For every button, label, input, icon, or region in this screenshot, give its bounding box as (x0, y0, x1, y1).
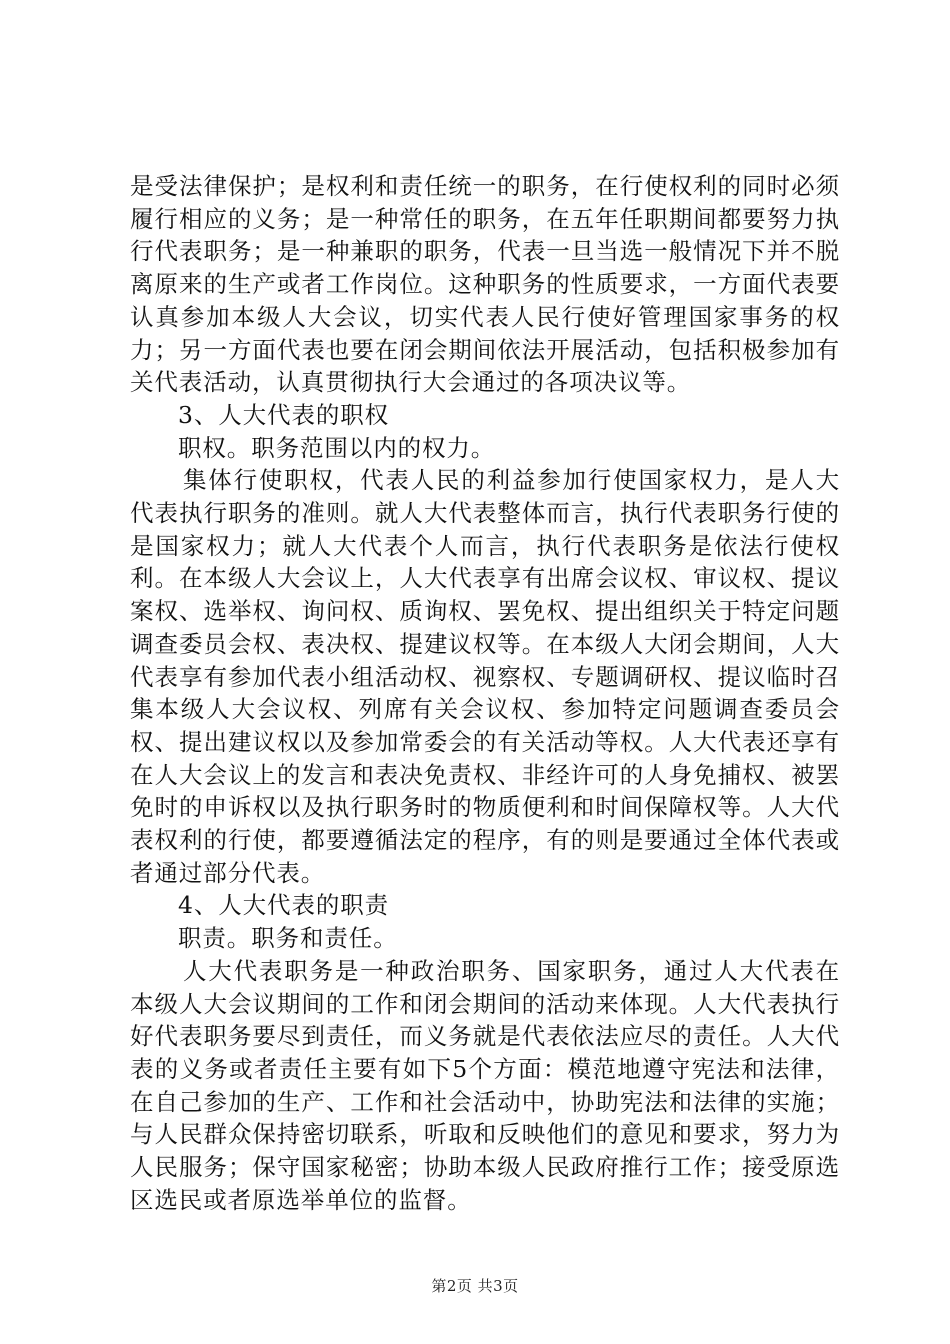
definition-paragraph-4: 职责。职务和责任。 (178, 924, 398, 953)
section-heading-4: 4、人大代表的职责 (178, 891, 390, 920)
definition-paragraph-3: 职权。职务范围以内的权力。 (178, 433, 496, 462)
page-number-label: 第2页 共3页 (431, 1277, 519, 1295)
body-paragraph-3: 集体行使职权，代表人民的利益参加行使国家权力，是人大代表执行职务的准则。就人大代表整体而言，执行代表职务行使的是国家权力；就人大代表个人而言，执行代表职务是依法行使权利。在本级人大会议上，人大代表享有出席会议权、审议权、提议案权、选举权、询问权、质询权、罢免权、提出组织关于特定问题调查委员会权、表决权、提建议权等。在本级人大闭会期间，人大代表享有参加代表小组活动权、视察权、专题调研权、提议临时召集本级人大会议权、列席有关会议权、参加特定问题调查委员会权、提出建议权以及参加常委会的有关活动等权。人大代表还享有在人大会议上的发言和表决免责权、非经许可的人身免捕权、被罢免时的申诉权以及执行职务时的物质便利和时间保障权等。人大代表权利的行使，都要遵循法定的程序，有的则是要通过全体代表或者通过部分代表。 (130, 466, 840, 887)
body-paragraph-4: 人大代表职务是一种政治职务、国家职务，通过人大代表在本级人大会议期间的工作和闭会期间的活动来体现。人大代表执行好代表职务要尽到责任，而义务就是代表依法应尽的责任。人大代表的义务或者责任主要有如下5个方面：模范地遵守宪法和法律，在自己参加的生产、工作和社会活动中，协助宪法和法律的实施；与人民群众保持密切联系，听取和反映他们的意见和要求，努力为人民服务；保守国家秘密；协助本级人民政府推行工作；接受原选区选民或者原选举单位的监督。 (130, 956, 840, 1214)
section-heading-3: 3、人大代表的职权 (178, 400, 390, 429)
document-body (130, 170, 840, 1217)
paragraph-continuation: 是受法律保护；是权利和责任统一的职务，在行使权利的同时必须履行相应的义务；是一种常任的职务，在五年任职期间都要努力执行代表职务；是一种兼职的职务，代表一旦当选一般情况下并不脱离原来的生产或者工作岗位。这种职务的性质要求，一方面代表要认真参加本级人大会议，切实代表人民行使好管理国家事务的权力；另一方面代表也要在闭会期间依法开展活动，包括积极参加有关代表活动，认真贯彻执行大会通过的各项决议等。 (130, 172, 840, 397)
page-footer (0, 1275, 950, 1296)
